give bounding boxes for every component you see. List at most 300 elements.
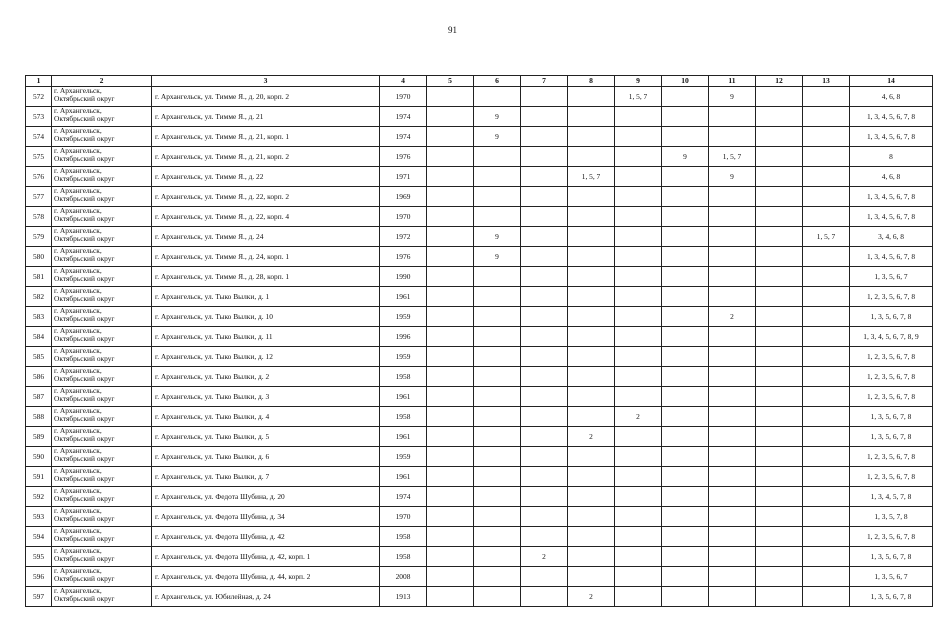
year-cell: 2008 (380, 567, 427, 587)
value-cell-11 (709, 427, 756, 447)
value-cell-12 (756, 247, 803, 267)
district-line: г. Архангельск, (54, 506, 102, 515)
table-row (26, 387, 933, 407)
year-cell: 1958 (380, 407, 427, 427)
value-cell-6: 9 (474, 107, 521, 127)
row-number: 579 (26, 227, 52, 247)
value-cell-9 (615, 427, 662, 447)
value-cell-11: 1, 5, 7 (709, 147, 756, 167)
summary-cell: 1, 2, 3, 5, 6, 7, 8 (850, 527, 933, 547)
value-cell-6 (474, 407, 521, 427)
district-line: г. Архангельск, (54, 266, 102, 275)
value-cell-7 (521, 107, 568, 127)
value-cell-12 (756, 307, 803, 327)
value-cell-5 (427, 367, 474, 387)
value-cell-13: 1, 5, 7 (803, 227, 850, 247)
value-cell-9 (615, 267, 662, 287)
value-cell-11 (709, 187, 756, 207)
value-cell-9 (615, 207, 662, 227)
summary-cell: 1, 3, 5, 6, 7, 8 (850, 587, 933, 607)
value-cell-13 (803, 107, 850, 127)
district-line: Октябрьский округ (54, 214, 115, 223)
value-cell-11 (709, 507, 756, 527)
district-line: Октябрьский округ (54, 394, 115, 403)
row-number: 586 (26, 367, 52, 387)
value-cell-12 (756, 187, 803, 207)
value-cell-7 (521, 287, 568, 307)
value-cell-9 (615, 387, 662, 407)
district-line: г. Архангельск, (54, 206, 102, 215)
value-cell-10 (662, 307, 709, 327)
value-cell-10 (662, 467, 709, 487)
table-row (26, 507, 933, 527)
summary-cell: 4, 6, 8 (850, 87, 933, 107)
value-cell-12 (756, 167, 803, 187)
value-cell-5 (427, 567, 474, 587)
district-line: Октябрьский округ (54, 174, 115, 183)
district-line: Октябрьский округ (54, 234, 115, 243)
value-cell-9: 1, 5, 7 (615, 87, 662, 107)
value-cell-8 (568, 307, 615, 327)
value-cell-9 (615, 447, 662, 467)
summary-cell: 1, 3, 5, 6, 7 (850, 267, 933, 287)
district-line: г. Архангельск, (54, 86, 102, 95)
row-number: 583 (26, 307, 52, 327)
address-cell: г. Архангельск, ул. Тимме Я., д. 28, корп. 1 (152, 267, 380, 287)
value-cell-12 (756, 227, 803, 247)
row-number: 574 (26, 127, 52, 147)
value-cell-7 (521, 267, 568, 287)
table-row (26, 187, 933, 207)
value-cell-10 (662, 207, 709, 227)
value-cell-10 (662, 167, 709, 187)
table-row (26, 287, 933, 307)
value-cell-7 (521, 387, 568, 407)
value-cell-13 (803, 487, 850, 507)
district-line: г. Архангельск, (54, 146, 102, 155)
value-cell-10 (662, 507, 709, 527)
value-cell-5 (427, 167, 474, 187)
value-cell-9 (615, 307, 662, 327)
value-cell-8 (568, 267, 615, 287)
value-cell-10 (662, 187, 709, 207)
value-cell-9 (615, 147, 662, 167)
value-cell-13 (803, 87, 850, 107)
value-cell-5 (427, 547, 474, 567)
value-cell-13 (803, 247, 850, 267)
value-cell-11 (709, 227, 756, 247)
address-cell: г. Архангельск, ул. Тыко Вылки, д. 4 (152, 407, 380, 427)
district-line: г. Архангельск, (54, 546, 102, 555)
value-cell-7 (521, 587, 568, 607)
table-row (26, 467, 933, 487)
value-cell-11 (709, 107, 756, 127)
address-cell: г. Архангельск, ул. Тимме Я., д. 22, корп. 2 (152, 187, 380, 207)
summary-cell: 1, 3, 5, 6, 7 (850, 567, 933, 587)
value-cell-5 (427, 187, 474, 207)
value-cell-8 (568, 547, 615, 567)
district-cell (52, 427, 152, 447)
district-line: Октябрьский округ (54, 154, 115, 163)
value-cell-5 (427, 287, 474, 307)
value-cell-7 (521, 327, 568, 347)
value-cell-8 (568, 407, 615, 427)
district-line: Октябрьский округ (54, 254, 115, 263)
value-cell-11 (709, 467, 756, 487)
value-cell-7 (521, 247, 568, 267)
value-cell-12 (756, 587, 803, 607)
summary-cell: 1, 3, 4, 5, 7, 8 (850, 487, 933, 507)
district-cell (52, 107, 152, 127)
value-cell-8 (568, 487, 615, 507)
district-cell (52, 87, 152, 107)
value-cell-6 (474, 87, 521, 107)
table-row (26, 87, 933, 107)
district-line: г. Архангельск, (54, 486, 102, 495)
value-cell-11 (709, 567, 756, 587)
address-cell: г. Архангельск, ул. Тимме Я., д. 24, корп. 1 (152, 247, 380, 267)
district-cell (52, 487, 152, 507)
value-cell-9 (615, 167, 662, 187)
year-cell: 1913 (380, 587, 427, 607)
district-line: г. Архангельск, (54, 106, 102, 115)
column-header-5: 5 (427, 76, 474, 87)
summary-cell: 1, 2, 3, 5, 6, 7, 8 (850, 447, 933, 467)
address-cell: г. Архангельск, ул. Тимме Я., д. 21, корп. 1 (152, 127, 380, 147)
row-number: 573 (26, 107, 52, 127)
value-cell-11 (709, 487, 756, 507)
address-cell: г. Архангельск, ул. Тыко Вылки, д. 10 (152, 307, 380, 327)
value-cell-7 (521, 467, 568, 487)
district-line: Октябрьский округ (54, 434, 115, 443)
value-cell-8 (568, 507, 615, 527)
district-cell (52, 587, 152, 607)
value-cell-8 (568, 247, 615, 267)
table-row (26, 427, 933, 447)
district-line: Октябрьский округ (54, 534, 115, 543)
column-header-2: 2 (52, 76, 152, 87)
value-cell-9 (615, 487, 662, 507)
table-row (26, 487, 933, 507)
summary-cell: 1, 3, 5, 7, 8 (850, 507, 933, 527)
column-header-3: 3 (152, 76, 380, 87)
table-row (26, 247, 933, 267)
value-cell-11 (709, 267, 756, 287)
summary-cell: 1, 2, 3, 5, 6, 7, 8 (850, 347, 933, 367)
row-number: 572 (26, 87, 52, 107)
value-cell-8 (568, 367, 615, 387)
value-cell-6 (474, 427, 521, 447)
summary-cell: 1, 3, 4, 5, 6, 7, 8, 9 (850, 327, 933, 347)
value-cell-8 (568, 447, 615, 467)
value-cell-5 (427, 427, 474, 447)
summary-cell: 1, 3, 5, 6, 7, 8 (850, 307, 933, 327)
value-cell-12 (756, 387, 803, 407)
value-cell-7 (521, 507, 568, 527)
district-line: Октябрьский округ (54, 574, 115, 583)
district-line: Октябрьский округ (54, 494, 115, 503)
value-cell-6 (474, 207, 521, 227)
value-cell-11 (709, 127, 756, 147)
district-line: г. Архангельск, (54, 286, 102, 295)
value-cell-13 (803, 447, 850, 467)
district-line: Октябрьский округ (54, 114, 115, 123)
value-cell-5 (427, 587, 474, 607)
value-cell-11 (709, 207, 756, 227)
district-line: Октябрьский округ (54, 94, 115, 103)
year-cell: 1971 (380, 167, 427, 187)
value-cell-11 (709, 367, 756, 387)
value-cell-7 (521, 447, 568, 467)
row-number: 589 (26, 427, 52, 447)
table-row (26, 307, 933, 327)
value-cell-5 (427, 87, 474, 107)
year-cell: 1974 (380, 487, 427, 507)
value-cell-13 (803, 467, 850, 487)
column-header-9: 9 (615, 76, 662, 87)
column-header-12: 12 (756, 76, 803, 87)
address-cell: г. Архангельск, ул. Федота Шубина, д. 34 (152, 507, 380, 527)
value-cell-10 (662, 407, 709, 427)
district-line: г. Архангельск, (54, 326, 102, 335)
value-cell-12 (756, 427, 803, 447)
value-cell-12 (756, 127, 803, 147)
summary-cell: 1, 3, 4, 5, 6, 7, 8 (850, 127, 933, 147)
value-cell-7 (521, 407, 568, 427)
summary-cell: 1, 3, 4, 5, 6, 7, 8 (850, 247, 933, 267)
year-cell: 1961 (380, 427, 427, 447)
value-cell-10: 9 (662, 147, 709, 167)
year-cell: 1996 (380, 327, 427, 347)
value-cell-8 (568, 347, 615, 367)
value-cell-10 (662, 367, 709, 387)
district-line: Октябрьский округ (54, 374, 115, 383)
value-cell-13 (803, 407, 850, 427)
table-row (26, 447, 933, 467)
value-cell-11 (709, 287, 756, 307)
column-header-14: 14 (850, 76, 933, 87)
value-cell-10 (662, 267, 709, 287)
district-cell (52, 387, 152, 407)
value-cell-8 (568, 187, 615, 207)
district-line: г. Архангельск, (54, 526, 102, 535)
value-cell-10 (662, 127, 709, 147)
row-number: 594 (26, 527, 52, 547)
value-cell-6 (474, 467, 521, 487)
value-cell-8 (568, 527, 615, 547)
year-cell: 1958 (380, 547, 427, 567)
summary-cell: 8 (850, 147, 933, 167)
row-number: 593 (26, 507, 52, 527)
summary-cell: 1, 2, 3, 5, 6, 7, 8 (850, 367, 933, 387)
value-cell-5 (427, 447, 474, 467)
year-cell: 1970 (380, 507, 427, 527)
value-cell-7 (521, 227, 568, 247)
value-cell-12 (756, 267, 803, 287)
value-cell-12 (756, 547, 803, 567)
value-cell-13 (803, 187, 850, 207)
table-row (26, 167, 933, 187)
address-cell: г. Архангельск, ул. Тыко Вылки, д. 2 (152, 367, 380, 387)
value-cell-5 (427, 467, 474, 487)
value-cell-10 (662, 247, 709, 267)
column-header-4: 4 (380, 76, 427, 87)
value-cell-11: 2 (709, 307, 756, 327)
value-cell-13 (803, 127, 850, 147)
value-cell-7 (521, 127, 568, 147)
address-cell: г. Архангельск, ул. Тыко Вылки, д. 3 (152, 387, 380, 407)
summary-cell: 1, 3, 4, 5, 6, 7, 8 (850, 187, 933, 207)
district-line: г. Архангельск, (54, 466, 102, 475)
district-line: Октябрьский округ (54, 554, 115, 563)
district-line: г. Архангельск, (54, 346, 102, 355)
value-cell-11 (709, 327, 756, 347)
district-line: Октябрьский округ (54, 414, 115, 423)
column-header-10: 10 (662, 76, 709, 87)
value-cell-13 (803, 167, 850, 187)
header-row (26, 76, 933, 87)
value-cell-11 (709, 247, 756, 267)
value-cell-9 (615, 367, 662, 387)
value-cell-6 (474, 367, 521, 387)
district-line: Октябрьский округ (54, 454, 115, 463)
value-cell-10 (662, 447, 709, 467)
row-number: 581 (26, 267, 52, 287)
value-cell-6 (474, 447, 521, 467)
column-header-8: 8 (568, 76, 615, 87)
district-cell (52, 547, 152, 567)
value-cell-6: 9 (474, 227, 521, 247)
value-cell-6 (474, 347, 521, 367)
row-number: 592 (26, 487, 52, 507)
value-cell-8 (568, 287, 615, 307)
value-cell-10 (662, 347, 709, 367)
value-cell-6: 9 (474, 127, 521, 147)
row-number: 596 (26, 567, 52, 587)
value-cell-13 (803, 367, 850, 387)
value-cell-9 (615, 587, 662, 607)
value-cell-9 (615, 227, 662, 247)
value-cell-9 (615, 287, 662, 307)
year-cell: 1990 (380, 267, 427, 287)
table-row (26, 227, 933, 247)
row-number: 580 (26, 247, 52, 267)
address-cell: г. Архангельск, ул. Тимме Я., д. 22, корп. 4 (152, 207, 380, 227)
district-line: г. Архангельск, (54, 186, 102, 195)
value-cell-9 (615, 187, 662, 207)
address-cell: г. Архангельск, ул. Федота Шубина, д. 44, корп. 2 (152, 567, 380, 587)
value-cell-11: 9 (709, 167, 756, 187)
address-cell: г. Архангельск, ул. Тимме Я., д. 21 (152, 107, 380, 127)
value-cell-8 (568, 567, 615, 587)
value-cell-13 (803, 327, 850, 347)
value-cell-13 (803, 427, 850, 447)
value-cell-9 (615, 107, 662, 127)
value-cell-8 (568, 227, 615, 247)
value-cell-12 (756, 347, 803, 367)
district-cell (52, 127, 152, 147)
address-cell: г. Архангельск, ул. Тыко Вылки, д. 7 (152, 467, 380, 487)
column-header-6: 6 (474, 76, 521, 87)
value-cell-13 (803, 207, 850, 227)
value-cell-9 (615, 567, 662, 587)
value-cell-11 (709, 347, 756, 367)
value-cell-12 (756, 467, 803, 487)
year-cell: 1972 (380, 227, 427, 247)
value-cell-5 (427, 147, 474, 167)
district-line: г. Архангельск, (54, 246, 102, 255)
district-line: г. Архангельск, (54, 586, 102, 595)
value-cell-7 (521, 347, 568, 367)
table-row (26, 267, 933, 287)
value-cell-13 (803, 587, 850, 607)
address-cell: г. Архангельск, ул. Тимме Я., д. 21, корп. 2 (152, 147, 380, 167)
value-cell-5 (427, 227, 474, 247)
table-row (26, 327, 933, 347)
value-cell-8: 2 (568, 427, 615, 447)
address-cell: г. Архангельск, ул. Юбилейная, д. 24 (152, 587, 380, 607)
value-cell-12 (756, 447, 803, 467)
value-cell-9 (615, 507, 662, 527)
value-cell-12 (756, 527, 803, 547)
column-header-11: 11 (709, 76, 756, 87)
district-line: г. Архангельск, (54, 366, 102, 375)
value-cell-13 (803, 287, 850, 307)
table-row (26, 567, 933, 587)
value-cell-8 (568, 87, 615, 107)
district-cell (52, 247, 152, 267)
address-cell: г. Архангельск, ул. Тыко Вылки, д. 1 (152, 287, 380, 307)
year-cell: 1961 (380, 287, 427, 307)
value-cell-12 (756, 287, 803, 307)
year-cell: 1958 (380, 527, 427, 547)
district-cell (52, 307, 152, 327)
value-cell-7 (521, 307, 568, 327)
summary-cell: 1, 2, 3, 5, 6, 7, 8 (850, 387, 933, 407)
summary-cell: 1, 3, 5, 6, 7, 8 (850, 547, 933, 567)
value-cell-5 (427, 487, 474, 507)
district-cell (52, 227, 152, 247)
value-cell-12 (756, 327, 803, 347)
year-cell: 1976 (380, 147, 427, 167)
value-cell-10 (662, 587, 709, 607)
year-cell: 1958 (380, 367, 427, 387)
value-cell-5 (427, 247, 474, 267)
value-cell-8: 2 (568, 587, 615, 607)
value-cell-11 (709, 387, 756, 407)
district-cell (52, 187, 152, 207)
address-cell: г. Архангельск, ул. Федота Шубина, д. 42 (152, 527, 380, 547)
value-cell-10 (662, 387, 709, 407)
year-cell: 1970 (380, 87, 427, 107)
address-cell: г. Архангельск, ул. Тимме Я., д. 22 (152, 167, 380, 187)
value-cell-5 (427, 347, 474, 367)
summary-cell: 4, 6, 8 (850, 167, 933, 187)
value-cell-6 (474, 267, 521, 287)
address-cell: г. Архангельск, ул. Тыко Вылки, д. 6 (152, 447, 380, 467)
year-cell: 1959 (380, 307, 427, 327)
year-cell: 1961 (380, 387, 427, 407)
value-cell-7 (521, 487, 568, 507)
value-cell-8 (568, 387, 615, 407)
summary-cell: 1, 2, 3, 5, 6, 7, 8 (850, 287, 933, 307)
row-number: 584 (26, 327, 52, 347)
value-cell-8 (568, 107, 615, 127)
year-cell: 1974 (380, 107, 427, 127)
value-cell-11 (709, 447, 756, 467)
table-row (26, 347, 933, 367)
year-cell: 1974 (380, 127, 427, 147)
